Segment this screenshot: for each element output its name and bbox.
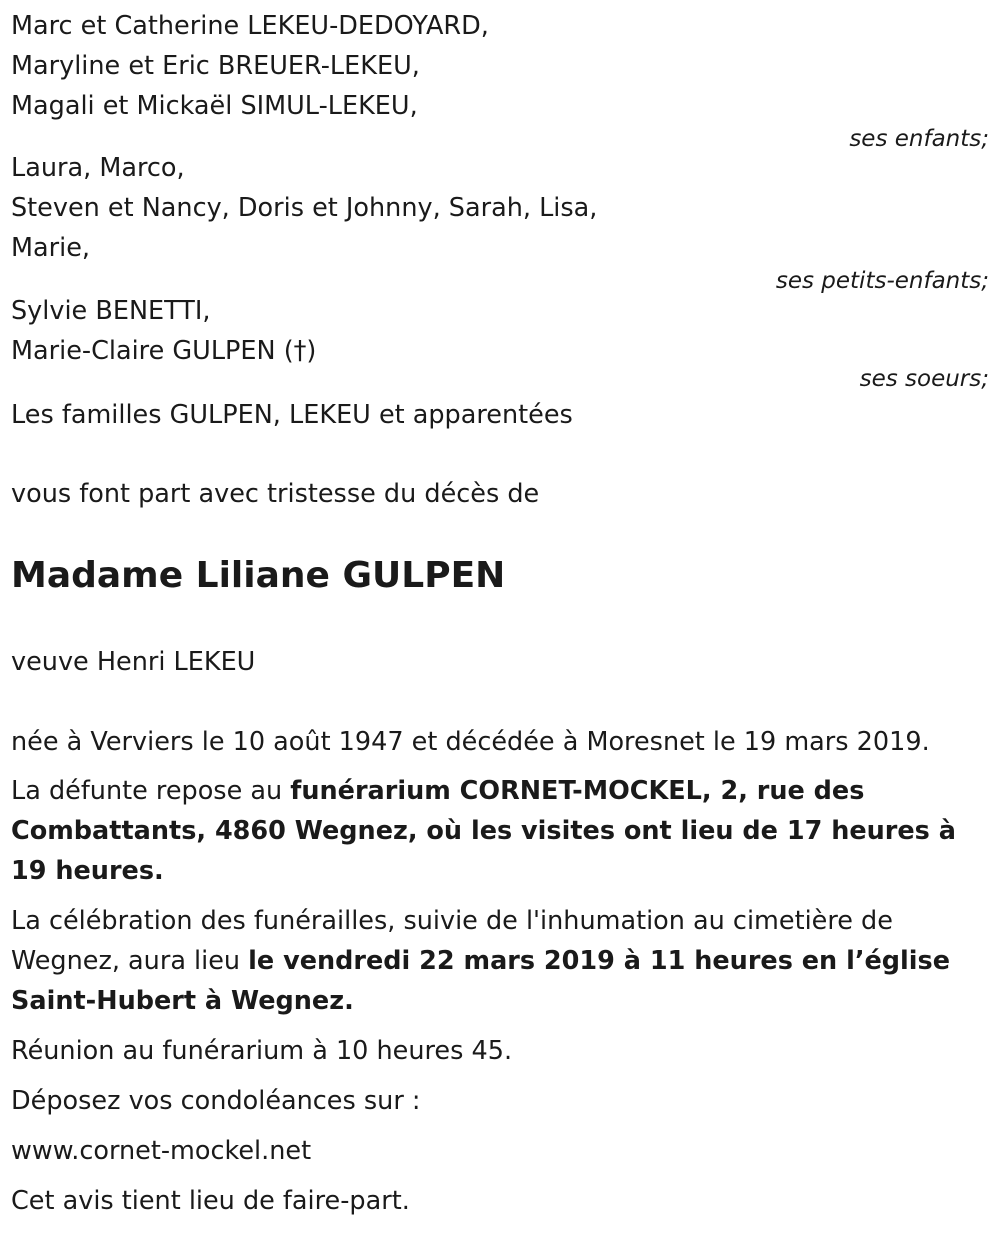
ceremony-intro: La célébration des funérailles, suivie de l'inhumation au cimetière de Wegnez, aura lieu: [11, 906, 893, 976]
birth-death-line: née à Verviers le 10 août 1947 et décédée à Moresnet le 19 mars 2019.: [11, 727, 930, 757]
faire-part-line: Cet avis tient lieu de faire-part.: [11, 1186, 410, 1216]
families-line: Les familles GULPEN, LEKEU et apparentées: [11, 400, 573, 430]
ceremony-details: le vendredi 22 mars 2019 à 11 heures en l’église Saint-Hubert à Wegnez.: [11, 946, 951, 1016]
deceased-name: Madame Liliane GULPEN: [11, 555, 506, 596]
grandchild-line: Laura, Marco,: [11, 153, 185, 183]
rest-place-intro: La défunte repose au: [11, 776, 291, 806]
grandchild-line: Steven et Nancy, Doris et Johnny, Sarah, Lisa,: [11, 193, 598, 223]
children-section: [11, 6, 989, 152]
sister-line: Sylvie BENETTI,: [11, 296, 211, 326]
grandchildren-role-label: ses petits-enfants;: [775, 268, 989, 294]
grandchild-line: Marie,: [11, 233, 90, 263]
child-line: Maryline et Eric BREUER-LEKEU,: [11, 51, 420, 81]
condolences-link[interactable]: www.cornet-mockel.net: [11, 1136, 312, 1166]
rest-place-details: funérarium CORNET-MOCKEL, 2, rue des Combattants, 4860 Wegnez, où les visites ont lieu de 17 heures à 19 heures.: [11, 776, 956, 886]
children-role-label: ses enfants;: [849, 126, 989, 152]
widow-line: veuve Henri LEKEU: [11, 647, 256, 677]
sister-line: Marie-Claire GULPEN (†): [11, 336, 317, 366]
sisters-role-label: ses soeurs;: [859, 366, 989, 392]
reunion-line: Réunion au funérarium à 10 heures 45.: [11, 1036, 513, 1066]
child-line: Magali et Mickaël SIMUL-LEKEU,: [11, 91, 418, 121]
grandchildren-section: [11, 148, 989, 294]
child-line: Marc et Catherine LEKEU-DEDOYARD,: [11, 11, 489, 41]
rest-place-paragraph: [11, 771, 971, 891]
ceremony-paragraph: [11, 901, 971, 1021]
announcement-line: vous font part avec tristesse du décès de: [11, 479, 540, 509]
sisters-section: [11, 291, 989, 392]
condolences-label: Déposez vos condoléances sur :: [11, 1086, 421, 1116]
